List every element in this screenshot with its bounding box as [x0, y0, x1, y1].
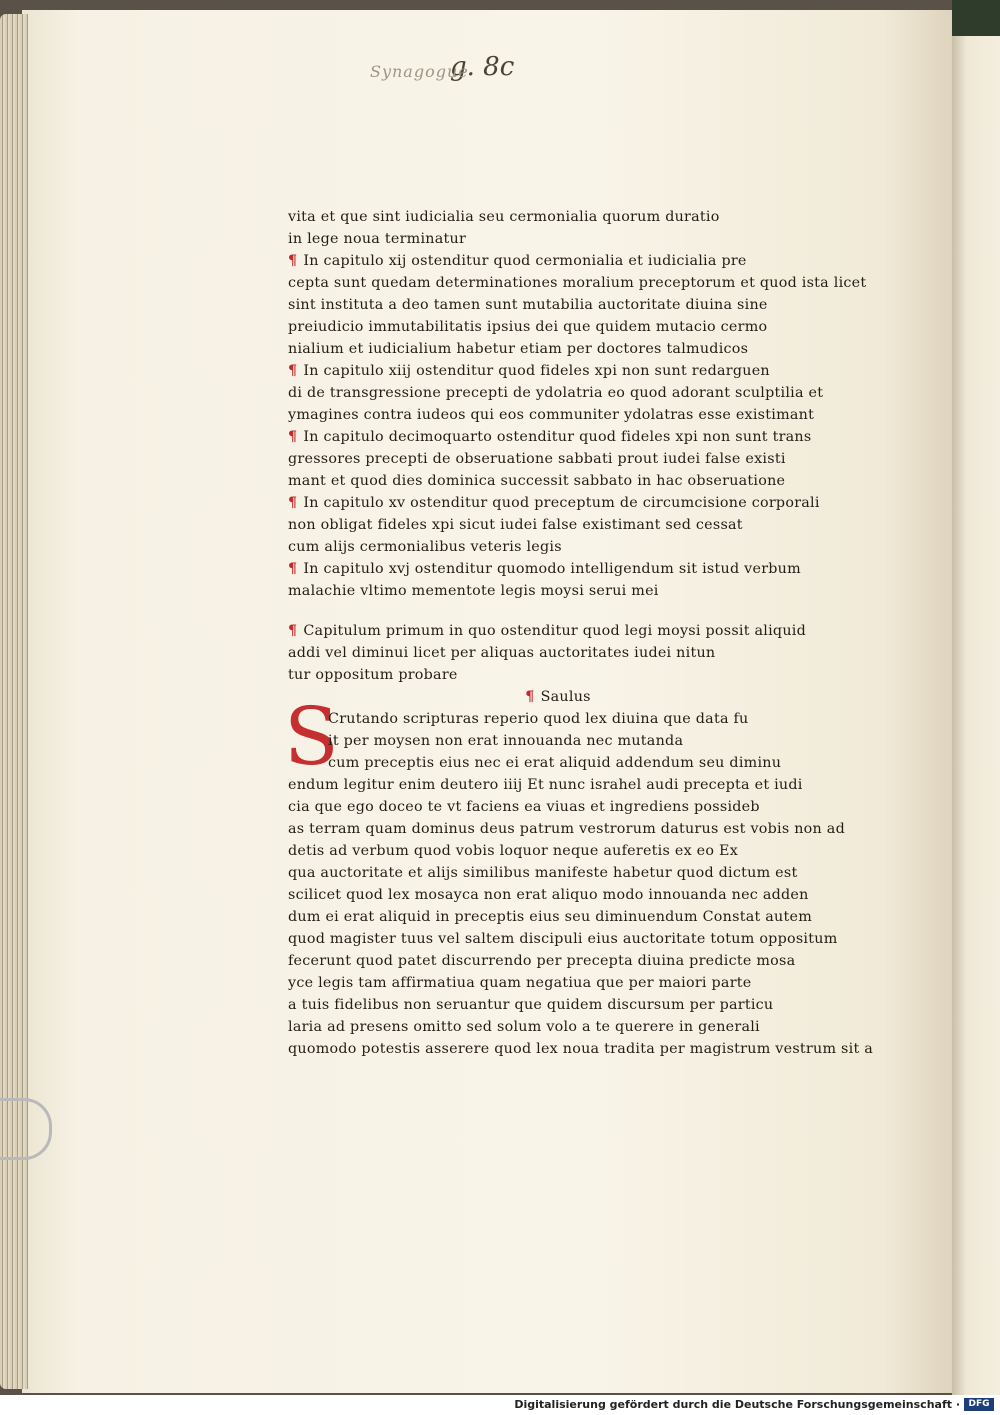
illuminated-initial: S — [284, 690, 339, 783]
text-line: detis ad verbum quod vobis loquor neque auferetis ex eo Ex — [288, 843, 739, 859]
text-line: it per moysen non erat innouanda nec mutanda — [328, 733, 684, 749]
text-line: cum preceptis eius nec ei erat aliquid addendum seu diminu — [328, 755, 782, 771]
pilcrow-icon: ¶ — [288, 561, 298, 577]
text-line: sint instituta a deo tamen sunt mutabilia auctoritate diuina sine — [288, 297, 768, 313]
text-line: fecerunt quod patet discurrendo per precepta diuina predicte mosa — [288, 953, 796, 969]
text-line: quod magister tuus vel saltem discipuli eius auctoritate totum oppositum — [288, 931, 838, 947]
paper-clip — [0, 1098, 52, 1160]
text-line: scilicet quod lex mosayca non erat aliquo modo innouanda nec adden — [288, 887, 809, 903]
dfg-logo: DFG — [964, 1398, 994, 1411]
facing-page-edge — [952, 0, 1000, 1395]
text-line: addi vel diminui licet per aliquas auctoritates iudei nitun — [288, 645, 716, 661]
text-line: ¶ In capitulo xvj ostenditur quomodo intelligendum sit istud verbum — [288, 561, 801, 577]
text-line: Crutando scripturas reperio quod lex diuina que data fu — [328, 711, 749, 727]
text-line: in lege noua terminatur — [288, 231, 467, 247]
text-line: ¶ In capitulo xiij ostenditur quod fideles xpi non sunt redarguen — [288, 363, 770, 379]
text-line: ymagines contra iudeos qui eos communiter ydolatras esse existimant — [288, 407, 815, 423]
pilcrow-icon: ¶ — [288, 623, 298, 639]
text-line: as terram quam dominus deus patrum vestrorum daturus est vobis non ad — [288, 821, 845, 837]
text-line: dum ei erat aliquid in preceptis eius seu diminuendum Constat autem — [288, 909, 813, 925]
funding-credit: Digitalisierung gefördert durch die Deutsche Forschungsgemeinschaft · — [514, 1398, 960, 1411]
text-line: cia que ego doceo te vt faciens ea viuas et ingrediens possideb — [288, 799, 760, 815]
text-line: a tuis fidelibus non seruantur que quidem discursum per particu — [288, 997, 774, 1013]
page-edges — [0, 14, 28, 1389]
text-line: endum legitur enim deutero iiij Et nunc israhel audi precepta et iudi — [288, 777, 803, 793]
text-line: non obligat fideles xpi sicut iudei false existimant sed cessat — [288, 517, 743, 533]
text-line: laria ad presens omitto sed solum volo a te querere in generali — [288, 1019, 760, 1035]
text-line: malachie vltimo mementote legis moysi serui mei — [288, 583, 659, 599]
folio-mark: g. 8c — [450, 52, 515, 82]
pilcrow-icon: ¶ — [288, 429, 298, 445]
text-line: yce legis tam affirmatiua quam negatiua que per maiori parte — [288, 975, 752, 991]
text-line: ¶ Capitulum primum in quo ostenditur quod legi moysi possit aliquid — [288, 623, 807, 639]
pilcrow-icon: ¶ — [288, 495, 298, 511]
text-line: ¶ In capitulo decimoquarto ostenditur quod fideles xpi non sunt trans — [288, 429, 812, 445]
pilcrow-icon: ¶ — [288, 363, 298, 379]
text-line: vita et que sint iudicialia seu cermonialia quorum duratio — [288, 209, 720, 225]
text-line: qua auctoritate et alijs similibus manifeste habetur quod dictum est — [288, 865, 798, 881]
pilcrow-icon: ¶ — [288, 253, 298, 269]
text-line: mant et quod dies dominica successit sabbato in hac obseruatione — [288, 473, 786, 489]
text-line: preiudicio immutabilitatis ipsius dei que quidem mutacio cermo — [288, 319, 768, 335]
text-line: di de transgressione precepti de ydolatria eo quod adorant sculptilia et — [288, 385, 824, 401]
text-line: ¶ In capitulo xv ostenditur quod preceptum de circumcisione corporali — [288, 495, 820, 511]
pencil-note: Synagogue — [370, 62, 469, 81]
text-line: nialium et iudicialium habetur etiam per doctores talmudicos — [288, 341, 749, 357]
text-line: tur oppositum probare — [288, 667, 458, 683]
text-line: cum alijs cermonialibus veteris legis — [288, 539, 562, 555]
text-line: cepta sunt quedam determinationes moralium preceptorum et quod ista licet — [288, 275, 867, 291]
speaker-heading: ¶ Saulus — [525, 689, 591, 705]
pilcrow-icon: ¶ — [525, 689, 535, 705]
text-line: gressores precepti de obseruatione sabbati prout iudei false existi — [288, 451, 786, 467]
text-block — [288, 206, 874, 1060]
text-line: quomodo potestis asserere quod lex noua tradita per magistrum vestrum sit a — [288, 1041, 874, 1057]
text-line: ¶ In capitulo xij ostenditur quod cermonialia et iudicialia pre — [288, 253, 747, 269]
cover-corner — [952, 0, 1000, 36]
footer-bar — [0, 1395, 1000, 1415]
